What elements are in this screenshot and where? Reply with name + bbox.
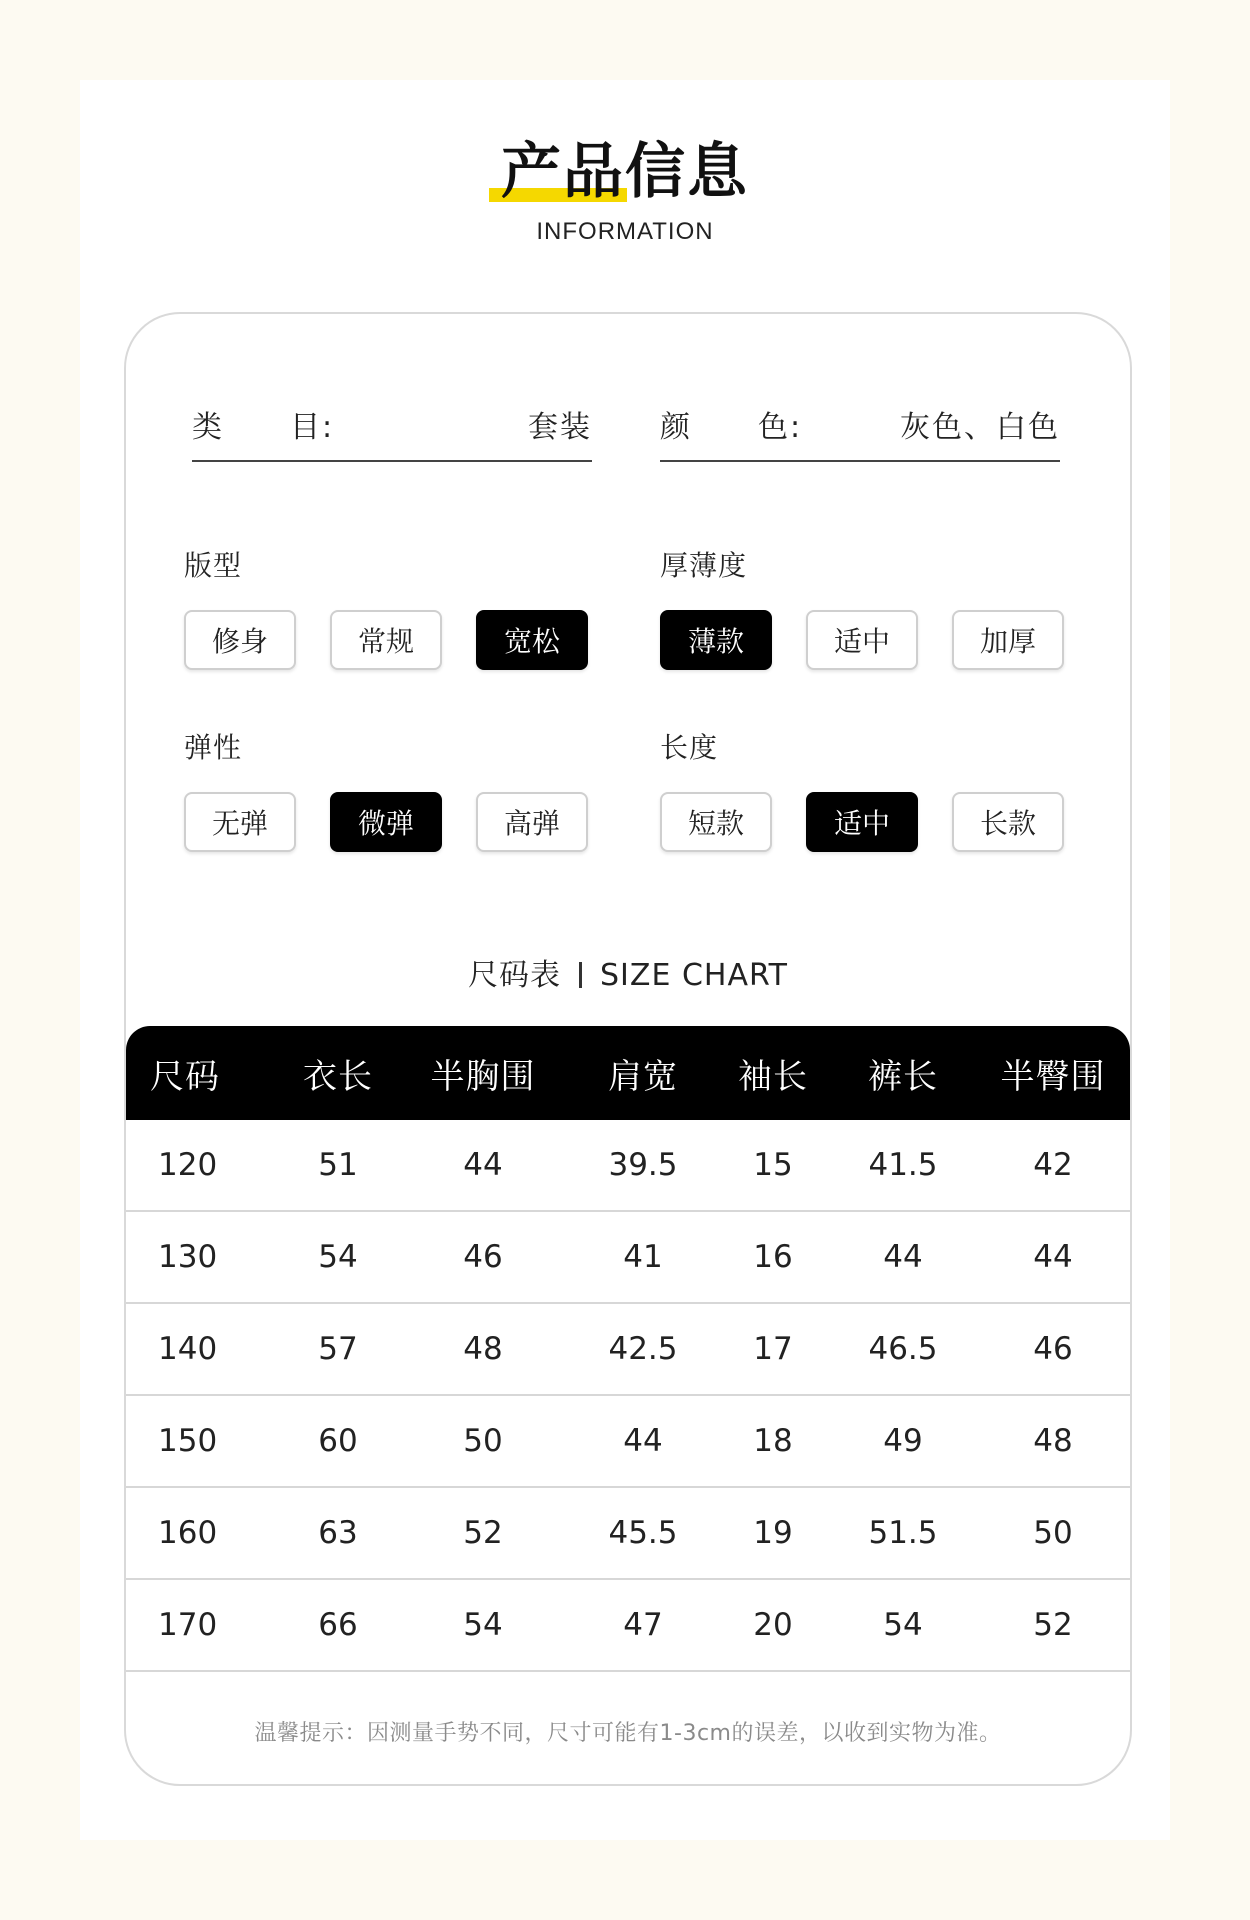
- table-cell: 54: [463, 1607, 503, 1643]
- elasticity-option: 无弹: [184, 792, 296, 852]
- table-cell: 49: [883, 1423, 923, 1459]
- table-header-cell: 半胸围: [430, 1056, 536, 1097]
- product-info-sheet: [80, 80, 1170, 1840]
- table-cell: 48: [1033, 1423, 1073, 1459]
- table-header: [126, 1026, 1130, 1120]
- table-row: [126, 1120, 1130, 1212]
- table-cell: 19: [753, 1515, 793, 1551]
- category-label: 类 目:: [192, 410, 335, 445]
- table-cell: 66: [318, 1607, 358, 1643]
- table-cell: 130: [158, 1239, 218, 1275]
- table-header-cell: 衣长: [303, 1056, 373, 1097]
- table-cell: 150: [158, 1423, 218, 1459]
- table-cell: 39.5: [608, 1147, 678, 1183]
- table-row: [126, 1396, 1130, 1488]
- table-cell: 52: [463, 1515, 503, 1551]
- fit-title: 版型: [184, 549, 243, 582]
- size-chart-title-en: SIZE CHART: [600, 958, 788, 993]
- length-option: 短款: [660, 792, 772, 852]
- table-cell: 170: [158, 1607, 218, 1643]
- table-cell: 51.5: [868, 1515, 938, 1551]
- table-body: [126, 1120, 1130, 1672]
- header: [80, 132, 1170, 246]
- table-cell: 46: [463, 1239, 503, 1275]
- elasticity-option: 微弹: [330, 792, 442, 852]
- table-cell: 44: [883, 1239, 923, 1275]
- table-cell: 15: [753, 1147, 793, 1183]
- table-cell: 54: [883, 1607, 923, 1643]
- length-option: 长款: [952, 792, 1064, 852]
- table-cell: 46: [1033, 1331, 1073, 1367]
- size-table: [126, 1026, 1130, 1672]
- elasticity-option: 高弹: [476, 792, 588, 852]
- table-cell: 44: [623, 1423, 663, 1459]
- table-cell: 51: [318, 1147, 358, 1183]
- thickness-option: 适中: [806, 610, 918, 670]
- table-header-cell: 半臀围: [1000, 1056, 1106, 1097]
- category-value: 套装: [528, 410, 592, 445]
- table-cell: 120: [158, 1147, 218, 1183]
- table-cell: 18: [753, 1423, 793, 1459]
- table-header-cell: 袖长: [738, 1056, 808, 1097]
- table-cell: 60: [318, 1423, 358, 1459]
- table-cell: 54: [318, 1239, 358, 1275]
- color-underline: [660, 460, 1060, 462]
- table-row: [126, 1304, 1130, 1396]
- size-chart-title-cn: 尺码表: [468, 958, 562, 993]
- table-cell: 42.5: [608, 1331, 678, 1367]
- table-cell: 140: [158, 1331, 218, 1367]
- table-cell: 47: [623, 1607, 663, 1643]
- table-row: [126, 1488, 1130, 1580]
- table-cell: 52: [1033, 1607, 1073, 1643]
- table-header-cell: 尺码: [150, 1056, 220, 1097]
- table-cell: 44: [463, 1147, 503, 1183]
- fit-option: 常规: [330, 610, 442, 670]
- warm-tip: 温馨提示：因测量手势不同，尺寸可能有1-3cm的误差，以收到实物为准。: [254, 1721, 1002, 1746]
- fit-option: 宽松: [476, 610, 588, 670]
- table-cell: 42: [1033, 1147, 1073, 1183]
- elasticity-title: 弹性: [184, 731, 243, 764]
- table-cell: 44: [1033, 1239, 1073, 1275]
- thickness-option: 薄款: [660, 610, 772, 670]
- category-row: [192, 402, 592, 462]
- thickness-option: 加厚: [952, 610, 1064, 670]
- thickness-title: 厚薄度: [660, 549, 748, 582]
- size-chart-title: [126, 950, 1130, 994]
- page-title: 产品信息: [501, 137, 749, 207]
- table-cell: 48: [463, 1331, 503, 1367]
- table-cell: 17: [753, 1331, 793, 1367]
- color-row: [660, 402, 1060, 462]
- fit-options: [184, 610, 588, 670]
- page-subtitle: INFORMATION: [536, 218, 714, 245]
- elasticity-options: [184, 792, 588, 852]
- color-label: 颜 色:: [660, 410, 803, 445]
- table-row: [126, 1212, 1130, 1304]
- table-cell: 20: [753, 1607, 793, 1643]
- table-row: [126, 1580, 1130, 1672]
- table-header-cell: 肩宽: [608, 1056, 678, 1097]
- length-title: 长度: [660, 731, 719, 764]
- table-cell: 46.5: [868, 1331, 938, 1367]
- table-cell: 63: [318, 1515, 358, 1551]
- color-value: 灰色、白色: [900, 410, 1060, 445]
- table-cell: 50: [463, 1423, 503, 1459]
- info-card: [124, 312, 1132, 1786]
- table-cell: 45.5: [608, 1515, 678, 1551]
- table-cell: 41: [623, 1239, 663, 1275]
- length-option: 适中: [806, 792, 918, 852]
- title-separator: [579, 962, 582, 988]
- table-cell: 41.5: [868, 1147, 938, 1183]
- table-header-cell: 裤长: [868, 1056, 938, 1097]
- fit-option: 修身: [184, 610, 296, 670]
- table-cell: 57: [318, 1331, 358, 1367]
- table-cell: 16: [753, 1239, 793, 1275]
- thickness-options: [660, 610, 1064, 670]
- length-options: [660, 792, 1064, 852]
- table-cell: 50: [1033, 1515, 1073, 1551]
- title-wrap: [501, 132, 749, 212]
- category-underline: [192, 460, 592, 462]
- table-cell: 160: [158, 1515, 218, 1551]
